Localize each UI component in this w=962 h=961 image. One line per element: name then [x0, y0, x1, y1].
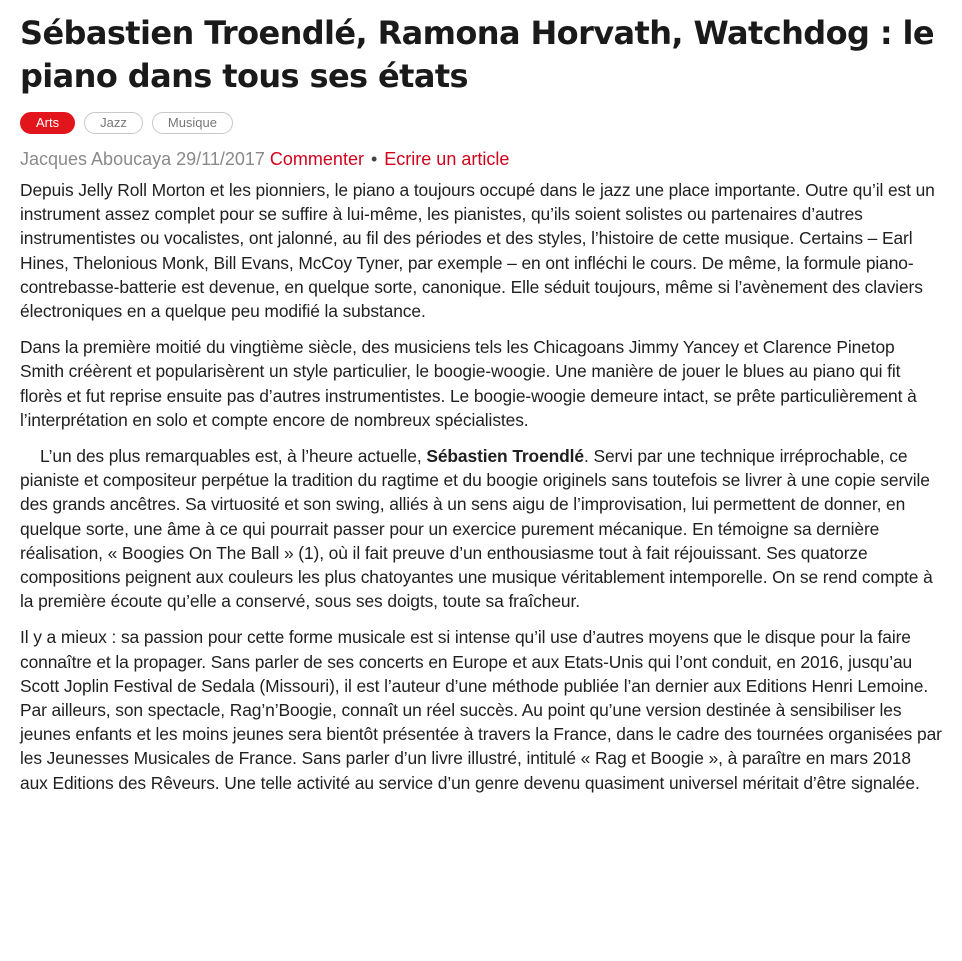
- tag-musique[interactable]: Musique: [152, 112, 233, 134]
- paragraph-1: Depuis Jelly Roll Morton et les pionniers, le piano a toujours occupé dans le jazz une place importante. Outre qu’il est un instrument assez complet pour se suffire à lui-même, les pianistes, qu’ils soient solistes ou partenaires d’autres instrumentistes ou vocalistes, ont jalonné, au fil des périodes et des styles, l’histoire de cette musique. Certains – Earl Hines, Thelonious Monk, Bill Evans, McCoy Tyner, par exemple – en ont infléchi le cours. De même, la formule piano-contrebasse-batterie est devenue, en quelque sorte, canonique. Elle séduit toujours, même si l’avènement des claviers électroniques en a quelque peu modifié la substance.: [20, 180, 935, 322]
- paragraph-4: Il y a mieux : sa passion pour cette forme musicale est si intense qu’il use d’autres moyens que le disque pour la faire connaître et la propager. Sans parler de ses concerts en Europe et aux Etats-Unis qui l’ont conduit, en 2016, jusqu’au Scott Joplin Festival de Sedala (Missouri), il est l’auteur d’une méthode publiée l’an dernier aux Editions Henri Lemoine. Par ailleurs, son spectacle, Rag’n’Boogie, connaît un réel succès. Au point qu’une version destinée à sensibiliser les jeunes enfants et les moins jeunes sera bientôt présentée à travers la France, dans le cadre des tournées organisées par les Jeunesses Musicales de France. Sans parler d’un livre illustré, intitulé « Rag et Boogie », à paraître en mars 2018 aux Editions des Rêveurs. Une telle activité au service d’un genre devenu quasiment universel méritait d’être signalée.: [20, 627, 942, 793]
- meta-separator: •: [370, 149, 378, 169]
- article-meta: [20, 148, 942, 170]
- tag-arts[interactable]: Arts: [20, 112, 75, 134]
- tag-list: [20, 112, 942, 134]
- author-name[interactable]: Jacques Aboucaya: [20, 149, 172, 169]
- article-body: [20, 178, 942, 795]
- paragraph-3-start: L’un des plus remarquables est, à l’heure actuelle,: [40, 446, 427, 467]
- publish-date: 29/11/2017: [176, 149, 265, 169]
- write-article-link[interactable]: Ecrire un article: [384, 149, 510, 169]
- comment-link[interactable]: Commenter: [269, 149, 364, 169]
- paragraph-3-end: . Servi par une technique irréprochable, ce pianiste et compositeur perpétue la tradition du ragtime et du boogie originels sans toutefois se livrer à une copie servile des grands ancêtres. Sa virtuosité et son swing, alliés à un sens aigu de l’improvisation, lui permettent de donner, en quelque sorte, une âme à ce qui pourrait passer pour un exercice purement mécanique. En témoigne sa dernière réalisation, « Boogies On The Ball » (1), où il fait preuve d’un enthousiasme tout à fait réjouissant. Ses quatorze compositions peignent aux couleurs les plus chatoyantes une musique véritablement intemporelle. On se rend compte à la première écoute qu’elle a conservé, sous ses doigts, toute sa fraîcheur.: [20, 446, 933, 612]
- artist-name-bold: Sébastien Troendlé: [426, 446, 584, 467]
- article-title: Sébastien Troendlé, Ramona Horvath, Watchdog : le piano dans tous ses états: [20, 14, 935, 95]
- tag-jazz[interactable]: Jazz: [84, 112, 143, 134]
- paragraph-3: [20, 444, 942, 613]
- paragraph-2: Dans la première moitié du vingtième siècle, des musiciens tels les Chicagoans Jimmy Yancey et Clarence Pinetop Smith créèrent et popularisèrent un style particulier, le boogie-woogie. Une manière de jouer le blues au piano qui fit florès et fut reprise ensuite pas d’autres instrumentistes. Le boogie-woogie demeure intact, se prête particulièrement à l’interprétation en solo et compte encore de nombreux spécialistes.: [20, 337, 917, 430]
